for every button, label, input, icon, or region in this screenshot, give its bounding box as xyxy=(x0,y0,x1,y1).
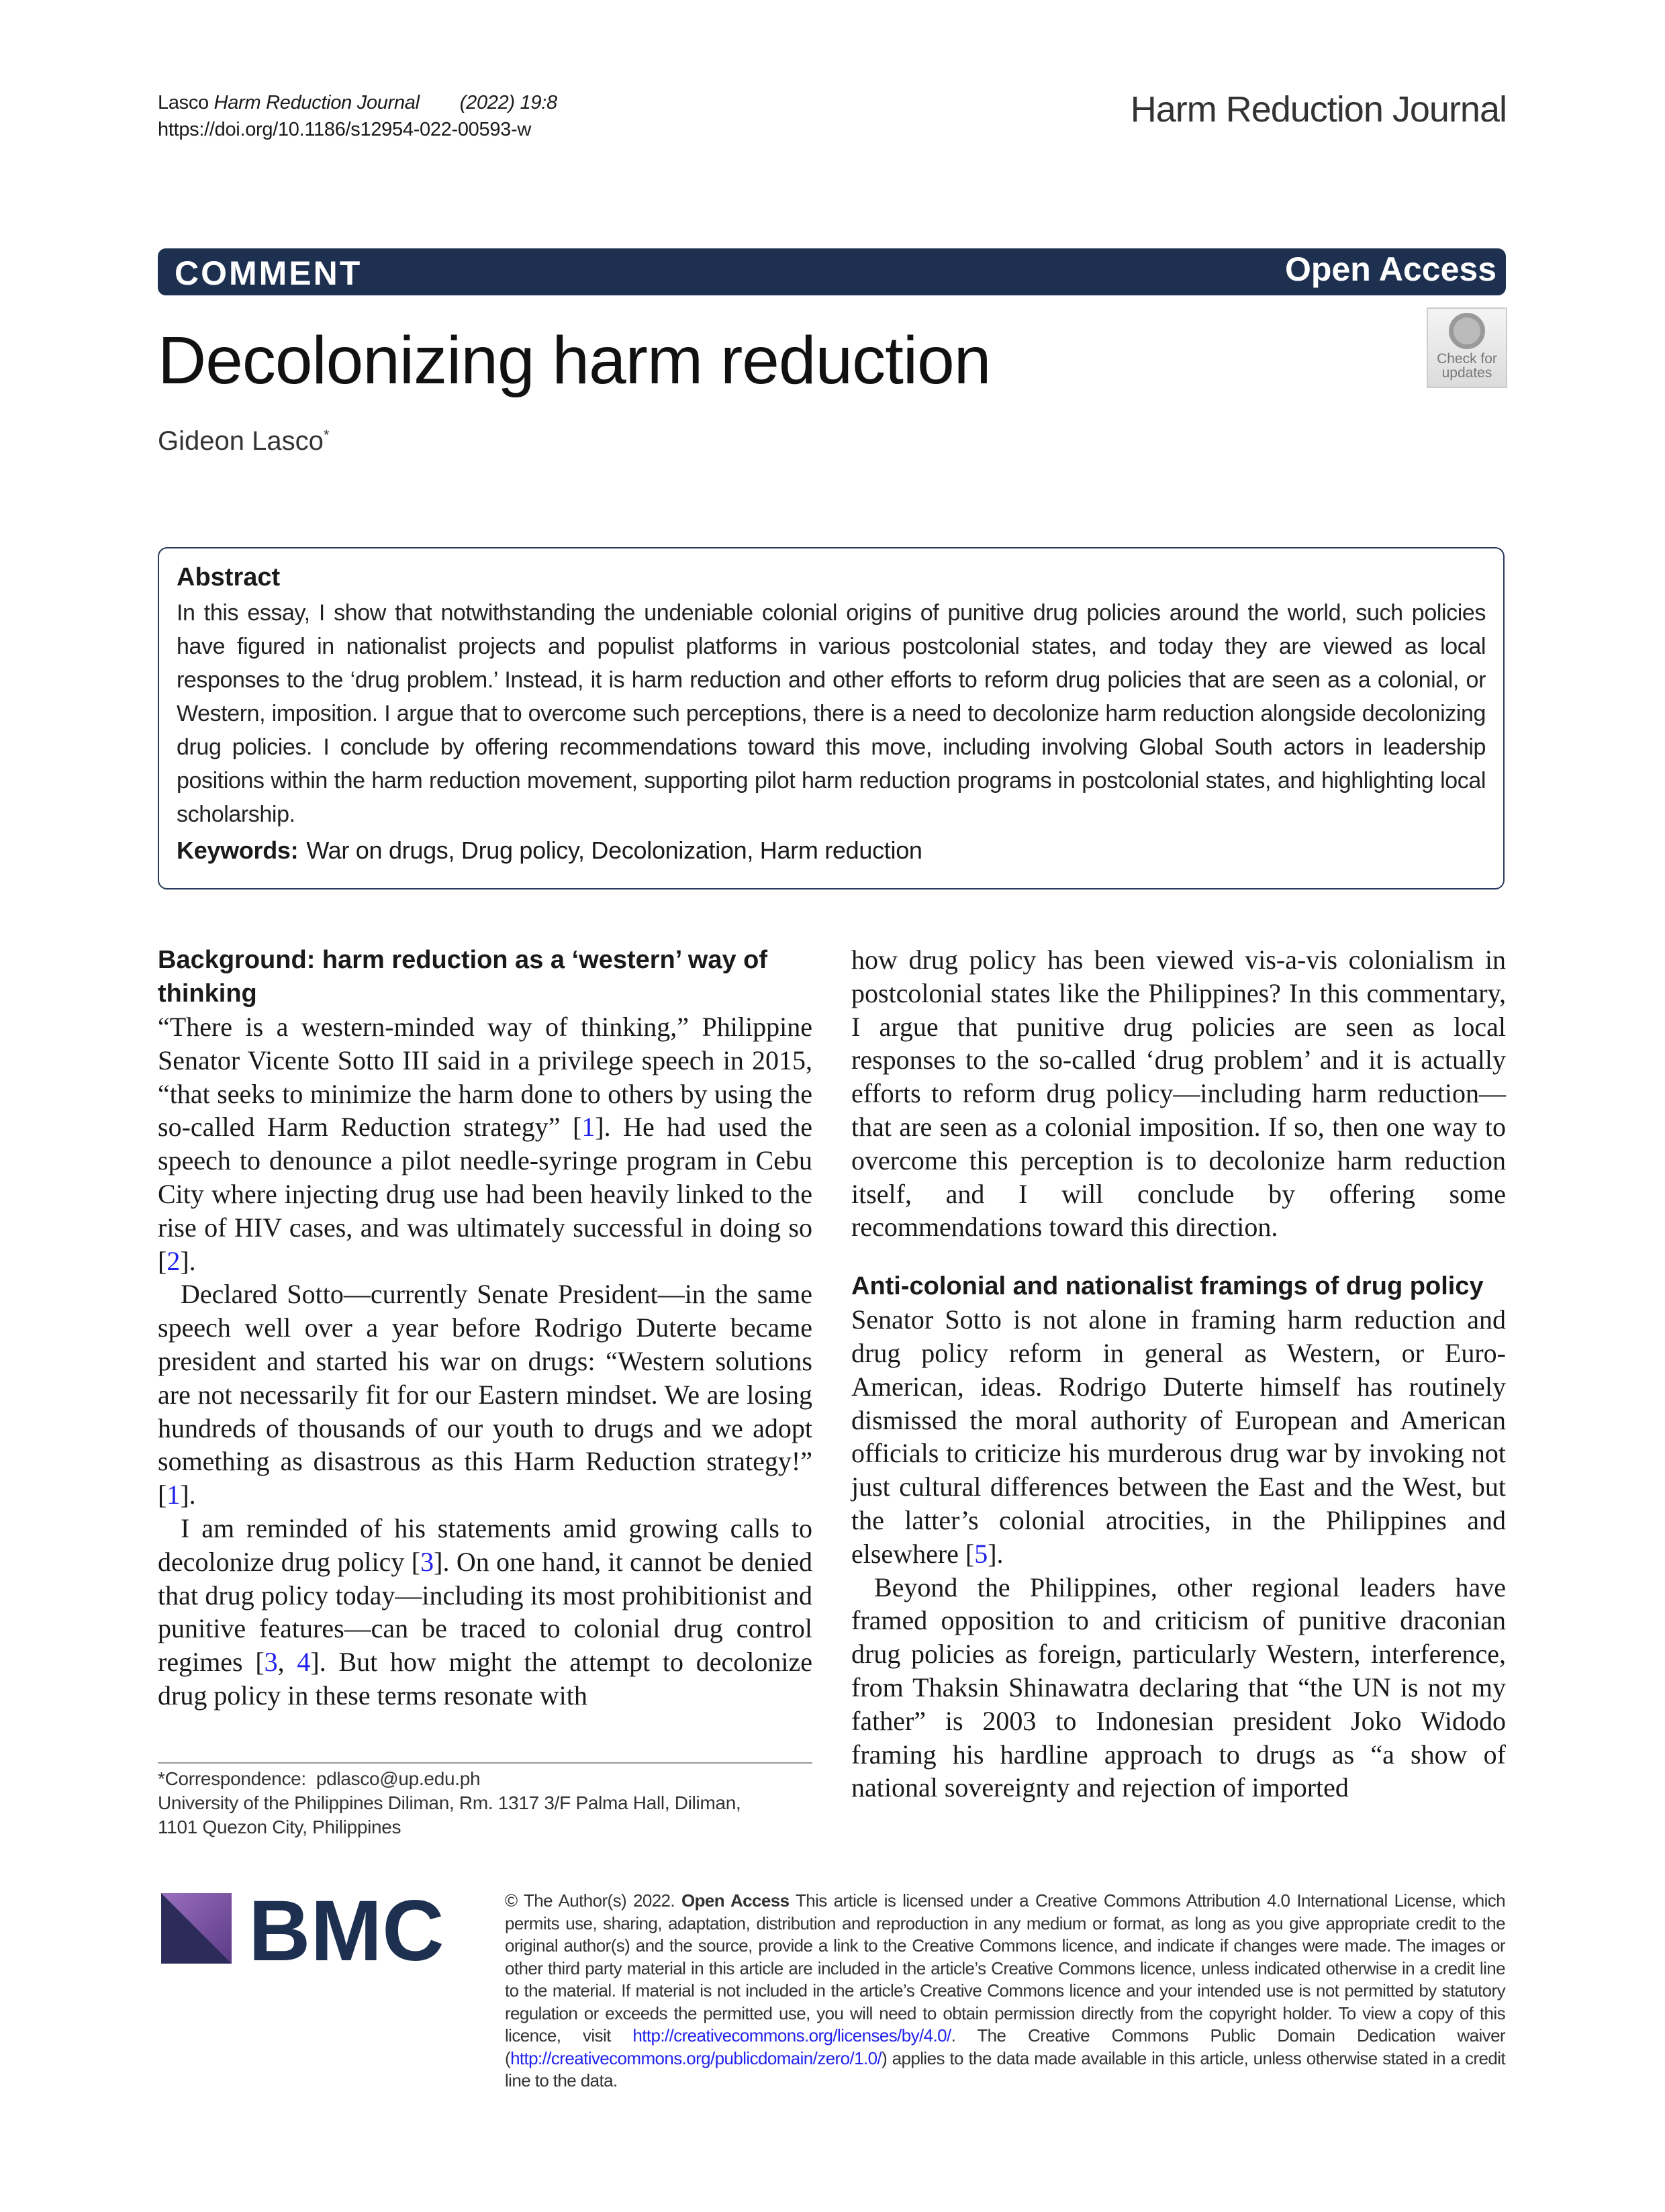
article-title: Decolonizing harm reduction xyxy=(158,323,991,398)
journal-italic: Harm Reduction Journal xyxy=(213,92,420,113)
paragraph-text: ]. But how might the attempt to decolonize drug policy in these terms resonate with xyxy=(158,1647,812,1711)
body-paragraph xyxy=(851,1303,1506,1570)
section-heading-anticolonial: Anti-colonial and nationalist framings of drug policy xyxy=(851,1272,1484,1301)
keywords-label: Keywords: xyxy=(177,836,299,864)
keywords-list: War on drugs, Drug policy, Decolonization, Harm reduction xyxy=(306,836,922,864)
cc-zero-link[interactable]: http://creativecommons.org/publicdomain/zero/1.0/ xyxy=(510,2048,882,2068)
body-paragraph xyxy=(851,1571,1506,1805)
check-for-updates-badge[interactable] xyxy=(1427,307,1507,388)
license-text3: ) applies to the data made available in this article, unless otherwise stated in a credit line to the data. xyxy=(505,2048,1505,2090)
paragraph-text: , xyxy=(277,1647,297,1678)
author-mark: * xyxy=(323,426,330,444)
license-open-access: Open Access xyxy=(681,1890,790,1911)
author-name: Gideon Lasco xyxy=(158,426,324,456)
body-paragraph xyxy=(158,1278,812,1512)
correspondence-email[interactable]: pdlasco@up.edu.ph xyxy=(316,1768,481,1789)
doi-link[interactable]: https://doi.org/10.1186/s12954-022-00593-w xyxy=(158,119,531,140)
license-text: This article is licensed under a Creative Commons Attribution 4.0 International License, which permits use, sharing, adaptation, distribution and reproduction in any medium or format, as long as you give appropriate credit to the original author(s) and the source, provide a link to the Creative Commons licence, and indicate if changes were made. The images or other third party material in this article are included in the article’s Creative Commons licence, unless indicated otherwise in a credit line to the material. If material is not included in the article’s Creative Commons licence and your intended use is not permitted by statutory regulation or exceeds the permitted use, you will need to obtain permission directly from the copyright holder. To view a copy of this licence, visit xyxy=(505,1890,1506,2046)
body-paragraph xyxy=(158,1512,812,1713)
continuation-paragraph xyxy=(851,943,1506,1244)
badge-line1: Check for xyxy=(1437,351,1497,367)
footnote-divider xyxy=(158,1762,812,1764)
citation-link[interactable]: 2 xyxy=(166,1245,181,1276)
badge-line2: updates xyxy=(1441,365,1492,381)
crossmark-icon xyxy=(1449,313,1485,349)
abstract-heading: Abstract xyxy=(177,563,281,591)
correspondence-label: *Correspondence: xyxy=(158,1768,306,1789)
author-short: Lasco xyxy=(158,92,209,113)
paragraph-text: how drug policy has been viewed vis-a-vis colonialism in postcolonial states like the Philippines? In this commentary, I argue that punitive drug policies are seen as local responses to the so-called ‘drug problem’ and it is actually efforts to reform drug policy—including harm reduction—that are seen as a colonial imposition. If so, then one way to overcome this perception is to decolonize harm reduction itself, and I will conclude by offering some recommendations toward this direction. xyxy=(851,945,1506,1243)
article-type: COMMENT xyxy=(175,254,363,292)
paragraph-text: ]. xyxy=(988,1538,1004,1569)
address-line2: 1101 Quezon City, Philippines xyxy=(158,1817,401,1837)
license-text2: . The Creative Commons Public Domain Dedication waiver ( xyxy=(505,2025,1505,2068)
address-line1: University of the Philippines Diliman, Rm. 1317 3/F Palma Hall, Diliman, xyxy=(158,1792,741,1813)
bmc-logo-text: BMC xyxy=(248,1890,444,1970)
citation-link[interactable]: 5 xyxy=(974,1538,988,1569)
cc-by-link[interactable]: http://creativecommons.org/licenses/by/4.0/ xyxy=(632,2025,951,2046)
citation-link[interactable]: 1 xyxy=(166,1480,181,1510)
body-paragraph xyxy=(158,1010,812,1278)
citation-link[interactable]: 3 xyxy=(264,1647,278,1678)
left-paragraphs xyxy=(158,1010,812,1713)
journal-name: Harm Reduction Journal xyxy=(1130,89,1507,130)
paragraph-text: Declared Sotto—currently Senate President—in the same speech well over a year before Rodrigo Duterte became president and started his war on drugs: “Western solutions are not necessarily fit for our Eastern mindset. We are losing hundreds of thousands of our youth to drugs and we adopt something as disastrous as this Harm Reduction strategy!” [ xyxy=(158,1279,812,1510)
citation-link[interactable]: 1 xyxy=(581,1112,596,1143)
paragraph-text: I am reminded of his statements amid growing calls to decolonize drug policy [ xyxy=(158,1512,812,1577)
citation-link[interactable]: 4 xyxy=(297,1647,311,1678)
correspondence-footnote xyxy=(158,1767,741,1839)
license-notice xyxy=(505,1890,1505,2093)
left-column xyxy=(158,943,812,1713)
copyright: © The Author(s) 2022. xyxy=(505,1890,675,1911)
open-access-label: Open Access xyxy=(1285,250,1496,288)
paragraph-text: Senator Sotto is not alone in framing harm reduction and drug policy reform in general as Western, or Euro-American, ideas. Rodrigo Duterte himself has routinely dismissed the moral authority of European and American officials to criticize his murderous drug war by invoking not just cultural differences between the East and the West, but the latter’s colonial atrocities, in the Philippines and elsewhere [ xyxy=(851,1304,1506,1569)
keywords xyxy=(177,836,1486,865)
abstract-box xyxy=(158,547,1505,889)
paragraph-text: ]. On one hand, it cannot be denied that drug policy today—including its most prohibitionist and punitive features—can be traced to colonial drug control regimes [ xyxy=(158,1546,812,1678)
bmc-logo xyxy=(161,1890,457,1974)
article-citation-header xyxy=(158,89,557,143)
paragraph-text: ]. xyxy=(180,1480,196,1510)
body-paragraph xyxy=(851,943,1506,1244)
section-heading-background: Background: harm reduction as a ‘western’ way of thinking xyxy=(158,946,768,1008)
right-column xyxy=(851,943,1506,1805)
abstract-text: In this essay, I show that notwithstanding the undeniable colonial origins of punitive drug policies around the world, such policies have figured in nationalist projects and populist platforms in various postcolonial states, and today they are viewed as local responses to the ‘drug problem.’ Instead, it is harm reduction and other efforts to reform drug policies that are seen as a colonial, or Western, imposition. I argue that to overcome such perceptions, there is a need to decolonize harm reduction alongside decolonizing drug policies. I conclude by offering recommendations toward this move, including involving Global South actors in leadership positions within the harm reduction movement, supporting pilot harm reduction programs in postcolonial states, and highlighting local scholarship. xyxy=(177,600,1486,827)
paragraph-text: ]. He had used the speech to denounce a pilot needle-syringe program in Cebu City where injecting drug use had been heavily linked to the rise of HIV cases, and was ultimately successful in doing so [ xyxy=(158,1112,812,1276)
author xyxy=(158,426,329,456)
citation-link[interactable]: 3 xyxy=(420,1546,434,1577)
article-type-banner xyxy=(158,248,1506,295)
paragraph-text: “There is a western-minded way of thinking,” Philippine Senator Vicente Sotto III said in a privilege speech in 2015, “that seeks to minimize the harm done to others by using the so-called Harm Reduction strategy” [ xyxy=(158,1012,812,1143)
paragraph-text: ]. xyxy=(180,1245,196,1276)
citation: (2022) 19:8 xyxy=(459,92,557,113)
right-paragraphs xyxy=(851,1303,1506,1805)
paragraph-text: Beyond the Philippines, other regional leaders have framed opposition to and criticism of punitive draconian drug policies as foreign, particularly Western, interference, from Thaksin Shinawatra declaring that “the UN is not my father” is 2003 to Indonesian president Joko Widodo framing his hardline approach to drugs as “a show of national sovereignty and rejection of imported xyxy=(851,1572,1506,1803)
